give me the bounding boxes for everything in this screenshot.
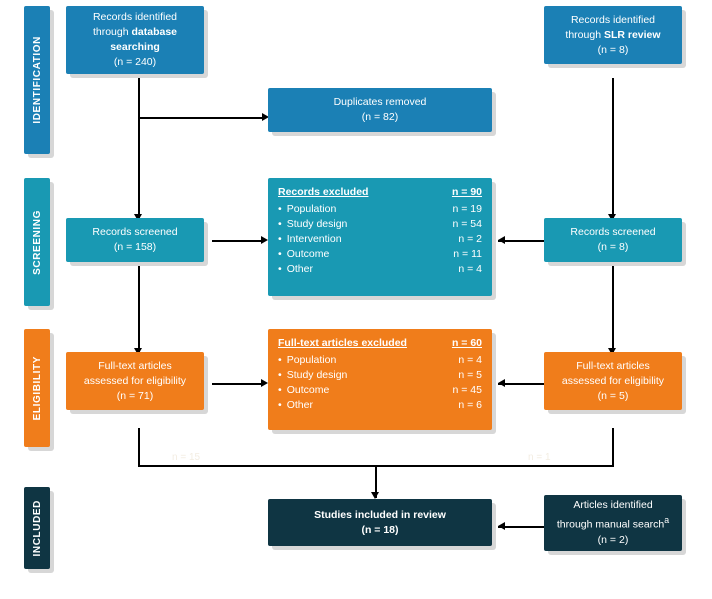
records-slr-line1: Records identified [570, 13, 656, 26]
stage-eligibility [24, 329, 50, 447]
records-database-line3: searching [110, 41, 160, 53]
connector-fulltext-left-down [138, 428, 140, 466]
box-duplicates-removed [268, 88, 492, 132]
stage-included [24, 487, 50, 569]
fulltext-excluded-row: • Other n = 6 [278, 398, 482, 413]
screened-right-count: (n = 8) [597, 241, 629, 253]
records-database-line2: through database [92, 26, 178, 38]
manual-count: (n = 2) [597, 533, 629, 546]
records-excluded-row: • Population n = 19 [278, 202, 482, 217]
connector-fulltext-right-down [612, 428, 614, 466]
box-fulltext-assessed-left [66, 352, 204, 410]
connector-screened-to-fulltext-left [138, 264, 140, 354]
stage-identification-label: IDENTIFICATION [31, 36, 43, 124]
manual-line1: Articles identified [573, 499, 653, 512]
records-excluded-row: • Intervention n = 2 [278, 232, 482, 247]
connector-fulltext-to-excluded [212, 383, 262, 385]
box-records-screened-left [66, 218, 204, 262]
connector-manual-to-included [498, 526, 546, 528]
connector-db-to-duplicates [138, 117, 263, 119]
records-database-line1: Records identified [92, 11, 178, 23]
manual-line2: through manual search$^a$ [556, 515, 670, 531]
stage-screening-label: SCREENING [31, 209, 43, 275]
connector-screened-to-fulltext-right [612, 264, 614, 354]
fulltext-excluded-header: Full-text articles excluded n = 60 [278, 337, 482, 349]
arrow-to-records-excluded [261, 236, 268, 244]
box-records-screened-right [544, 218, 682, 262]
stage-included-label: INCLUDED [31, 499, 43, 557]
box-records-identified-database [66, 6, 204, 74]
faint-label-left: n = 15 [172, 452, 201, 463]
fulltext-excluded-row: • Study design n = 5 [278, 368, 482, 383]
records-excluded-header: Records excluded n = 90 [278, 186, 482, 198]
box-studies-included [268, 499, 492, 546]
connector-slr-to-screened-right [612, 78, 614, 220]
duplicates-line1: Duplicates removed [333, 96, 427, 108]
connector-fulltext-right-to-excluded [498, 383, 546, 385]
fulltext-left-line1: Full-text articles [98, 359, 172, 372]
included-count: (n = 18) [361, 523, 399, 536]
arrow-to-fulltext-excluded-left [498, 379, 505, 387]
fulltext-right-line2: assessed for eligibility [561, 374, 665, 387]
arrow-to-fulltext-excluded [261, 379, 268, 387]
box-records-identified-slr [544, 6, 682, 64]
records-excluded-row: • Outcome n = 11 [278, 247, 482, 262]
duplicates-count: (n = 82) [361, 111, 399, 123]
connector-screened-right-to-excluded [498, 240, 546, 242]
fulltext-right-count: (n = 5) [597, 389, 629, 402]
included-line1: Studies included in review [314, 508, 446, 521]
box-records-excluded [268, 178, 492, 296]
box-manual-search [544, 495, 682, 551]
stage-identification [24, 6, 50, 154]
screened-right-line1: Records screened [570, 226, 656, 238]
arrow-to-included [371, 492, 379, 499]
arrow-to-included-left [498, 522, 505, 530]
fulltext-left-line2: assessed for eligibility [83, 374, 187, 387]
box-fulltext-excluded [268, 329, 492, 430]
stage-screening [24, 178, 50, 306]
records-excluded-row: • Other n = 4 [278, 262, 482, 277]
records-slr-count: (n = 8) [597, 43, 629, 56]
faint-label-right: n = 1 [528, 452, 551, 463]
stage-eligibility-label: ELIGIBILITY [31, 355, 43, 421]
arrow-to-records-excluded-left [498, 236, 505, 244]
box-fulltext-assessed-right [544, 352, 682, 410]
records-database-count: (n = 240) [113, 56, 157, 68]
records-excluded-row: • Study design n = 54 [278, 217, 482, 232]
fulltext-excluded-row: • Population n = 4 [278, 353, 482, 368]
screened-left-count: (n = 158) [113, 241, 157, 253]
connector-screened-to-excluded [212, 240, 262, 242]
fulltext-left-count: (n = 71) [116, 389, 154, 402]
fulltext-excluded-row: • Outcome n = 45 [278, 383, 482, 398]
connector-db-to-screened [138, 78, 140, 220]
screened-left-line1: Records screened [92, 226, 178, 238]
fulltext-right-line1: Full-text articles [576, 359, 650, 372]
records-slr-line2: through SLR review [565, 28, 661, 41]
